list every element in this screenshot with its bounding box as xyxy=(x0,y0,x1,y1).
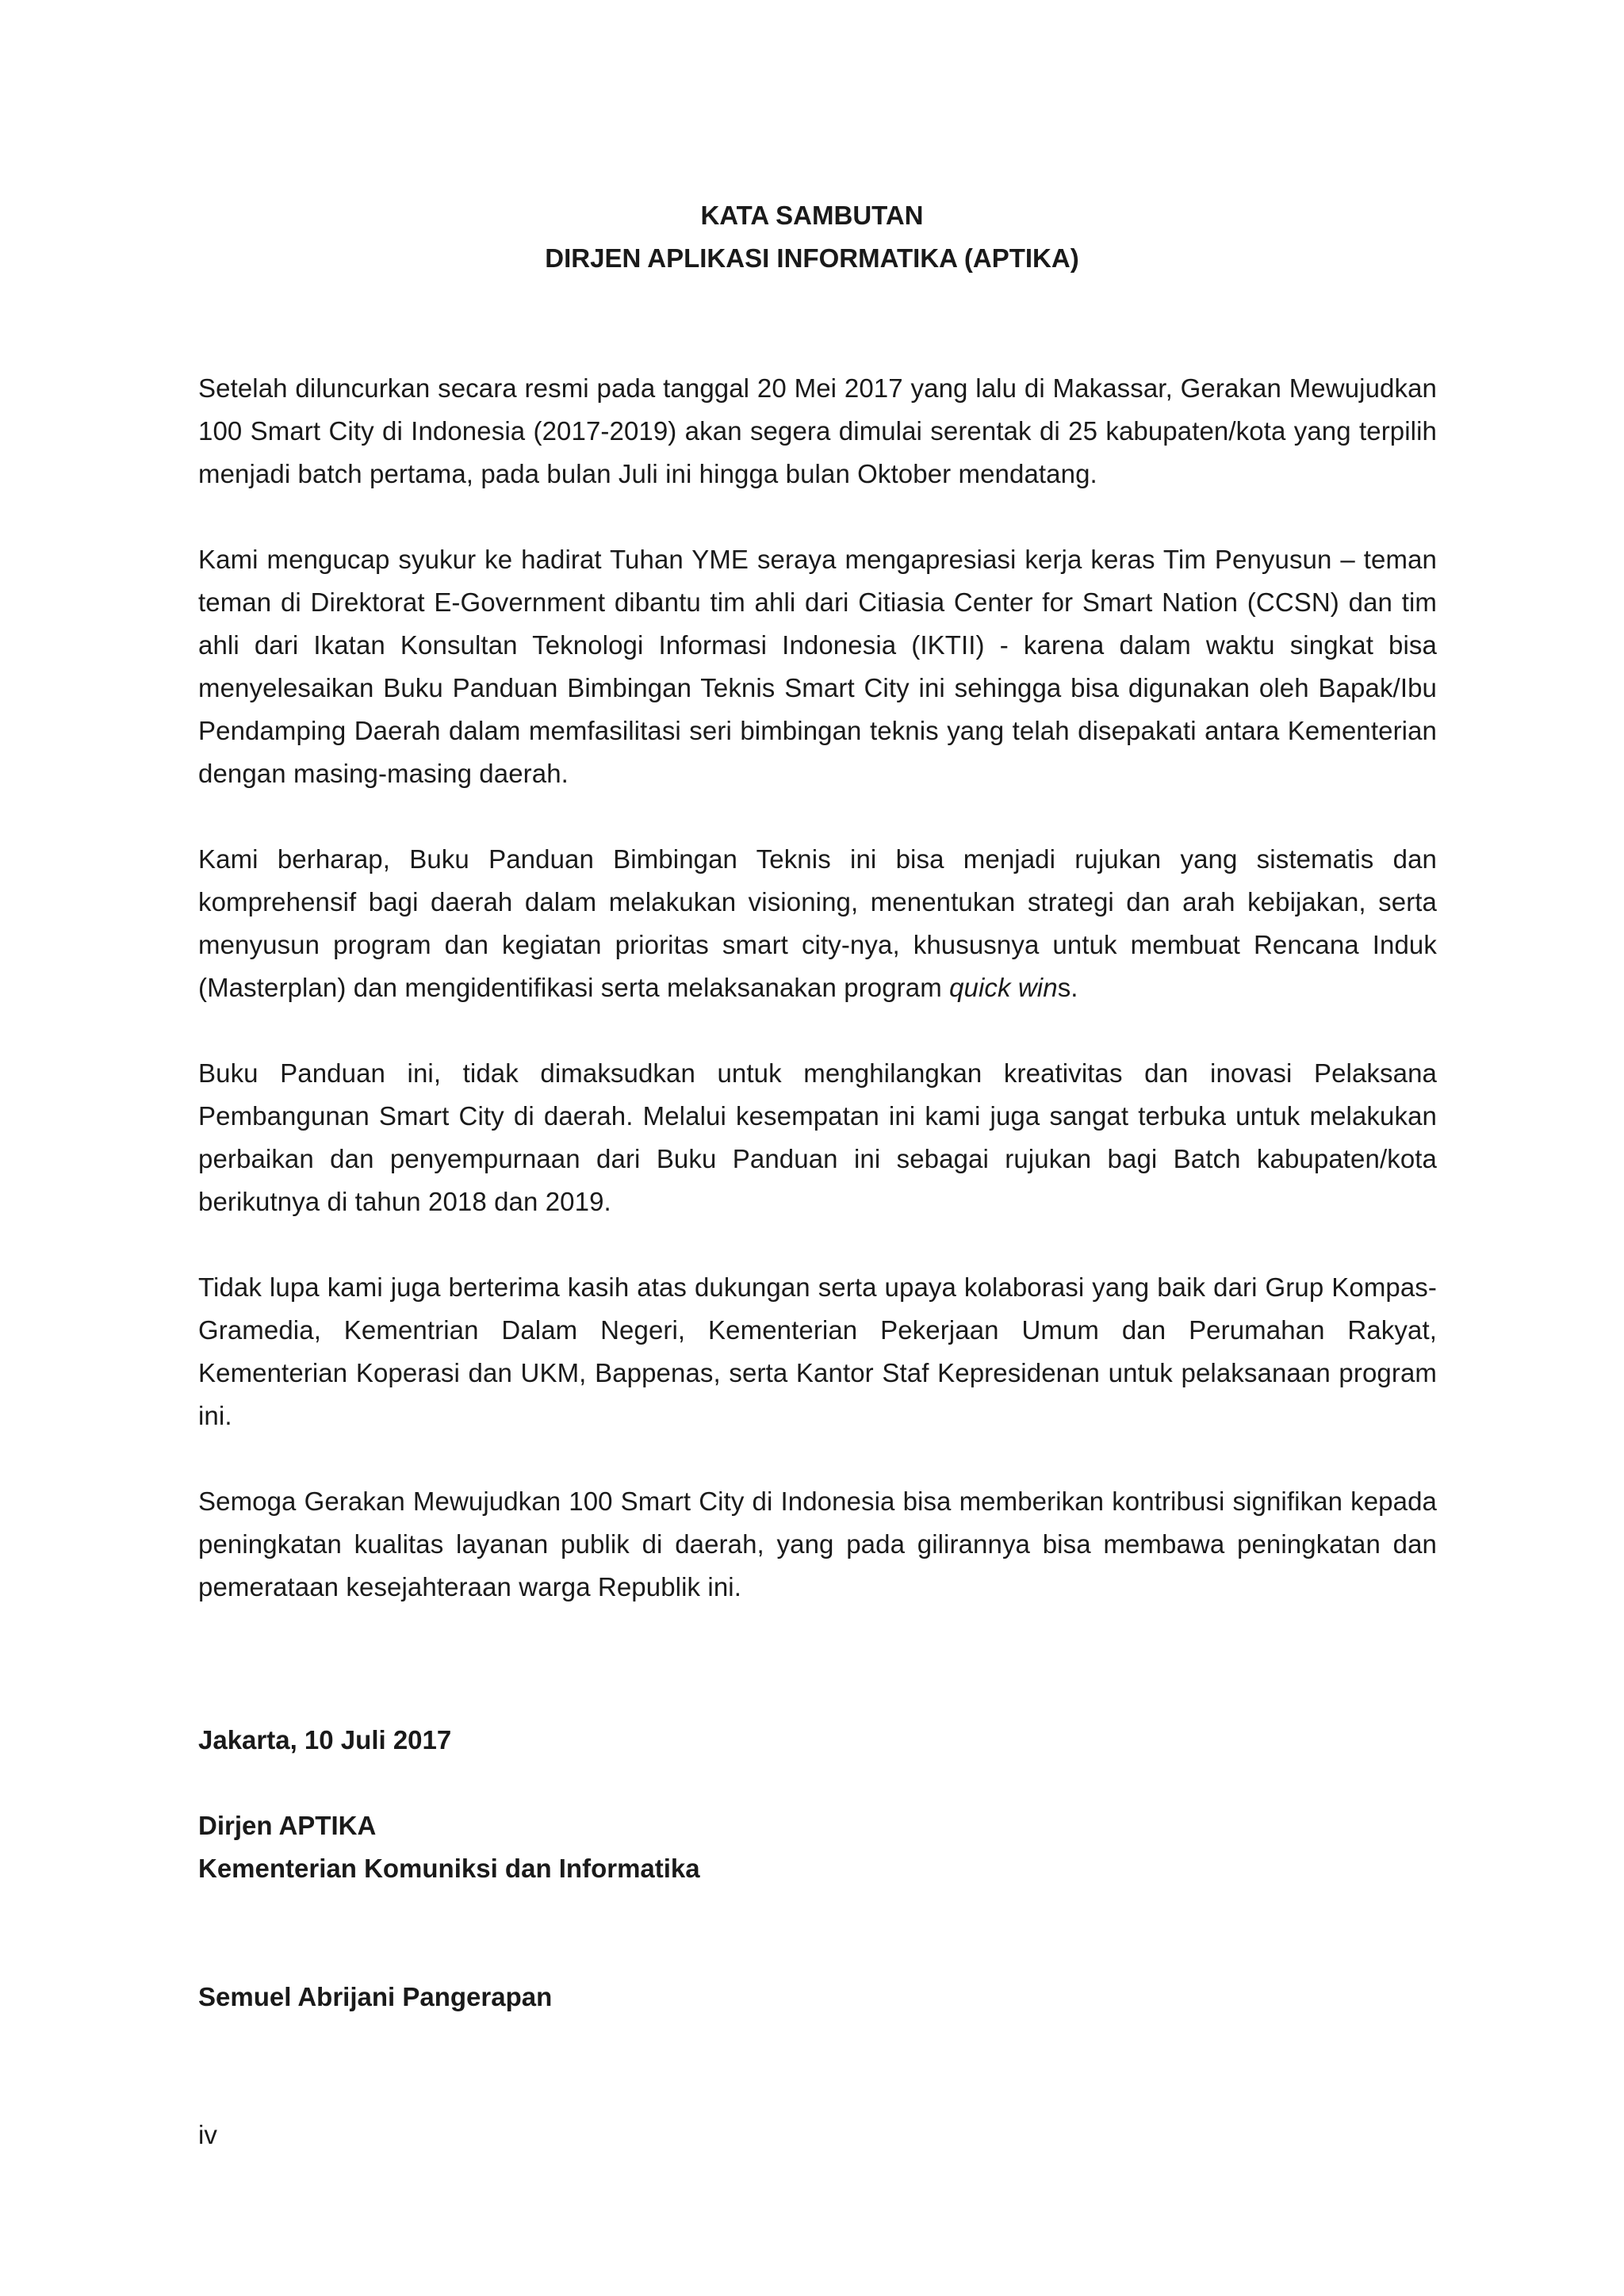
signatory-organization: Kementerian Komuniksi dan Informatika xyxy=(198,1854,700,1883)
paragraph-2: Kami mengucap syukur ke hadirat Tuhan YME seraya mengapresiasi kerja keras Tim Penyusun – teman teman di Direktorat E-Government dibantu tim ahli dari Citiasia Center for Smart Nation (CCSN) dan tim ahli dari Ikatan Konsultan Teknologi Informasi Indonesia (IKTII) - karena dalam waktu singkat bisa menyelesaikan Buku Panduan Bimbingan Teknis Smart City ini sehingga bisa digunakan oleh Bapak/Ibu Pendamping Daerah dalam memfasilitasi seri bimbingan teknis yang telah disepakati antara Kementerian dengan masing-masing daerah. xyxy=(198,545,1437,788)
paragraph-3-italic: quick win xyxy=(949,973,1058,1002)
page-title xyxy=(0,194,1624,280)
body-text xyxy=(198,367,1437,1651)
signatory-position: Dirjen APTIKA xyxy=(198,1811,377,1840)
paragraph-6: Semoga Gerakan Mewujudkan 100 Smart City di Indonesia bisa memberikan kontribusi signifikan kepada peningkatan kualitas layanan publik di daerah, yang pada gilirannya bisa membawa peningkatan dan pemerataan kesejahteraan warga Republik ini. xyxy=(198,1487,1437,1601)
page-number: iv xyxy=(198,2120,217,2149)
paragraph-3 xyxy=(198,838,1437,1009)
paragraph-4: Buku Panduan ini, tidak dimaksudkan untuk menghilangkan kreativitas dan inovasi Pelaksana Pembangunan Smart City di daerah. Melalui kesempatan ini kami juga sangat terbuka untuk melakukan perbaikan dan penyempurnaan dari Buku Panduan ini sebagai rujukan bagi Batch kabupaten/kota berikutnya di tahun 2018 dan 2019. xyxy=(198,1058,1437,1216)
signer-name: Semuel Abrijani Pangerapan xyxy=(198,1982,553,2011)
title-line-1: KATA SAMBUTAN xyxy=(700,201,924,230)
paragraph-3-text: Kami berharap, Buku Panduan Bimbingan Teknis ini bisa menjadi rujukan yang sistematis dan komprehensif bagi daerah dalam melakukan visioning, menentukan strategi dan arah kebijakan, serta menyusun program dan kegiatan prioritas smart city-nya, khususnya untuk membuat Rencana Induk (Masterplan) dan mengidentifikasi serta melaksanakan program xyxy=(198,844,1437,1002)
paragraph-3-tail: s. xyxy=(1057,973,1078,1002)
paragraph-5: Tidak lupa kami juga berterima kasih atas dukungan serta upaya kolaborasi yang baik dari Grup Kompas-Gramedia, Kementrian Dalam Negeri, Kementerian Pekerjaan Umum dan Perumahan Rakyat, Kementerian Koperasi dan UKM, Bappenas, serta Kantor Staf Kepresidenan untuk pelaksanaan program ini. xyxy=(198,1272,1437,1430)
title-line-2: DIRJEN APLIKASI INFORMATIKA (APTIKA) xyxy=(545,243,1079,273)
signatory-block xyxy=(198,1804,700,1890)
place-date: Jakarta, 10 Juli 2017 xyxy=(198,1725,452,1755)
paragraph-1: Setelah diluncurkan secara resmi pada tanggal 20 Mei 2017 yang lalu di Makassar, Gerakan Mewujudkan 100 Smart City di Indonesia (2017-2019) akan segera dimulai serentak di 25 kabupaten/kota yang terpilih menjadi batch pertama, pada bulan Juli ini hingga bulan Oktober mendatang. xyxy=(198,373,1437,488)
